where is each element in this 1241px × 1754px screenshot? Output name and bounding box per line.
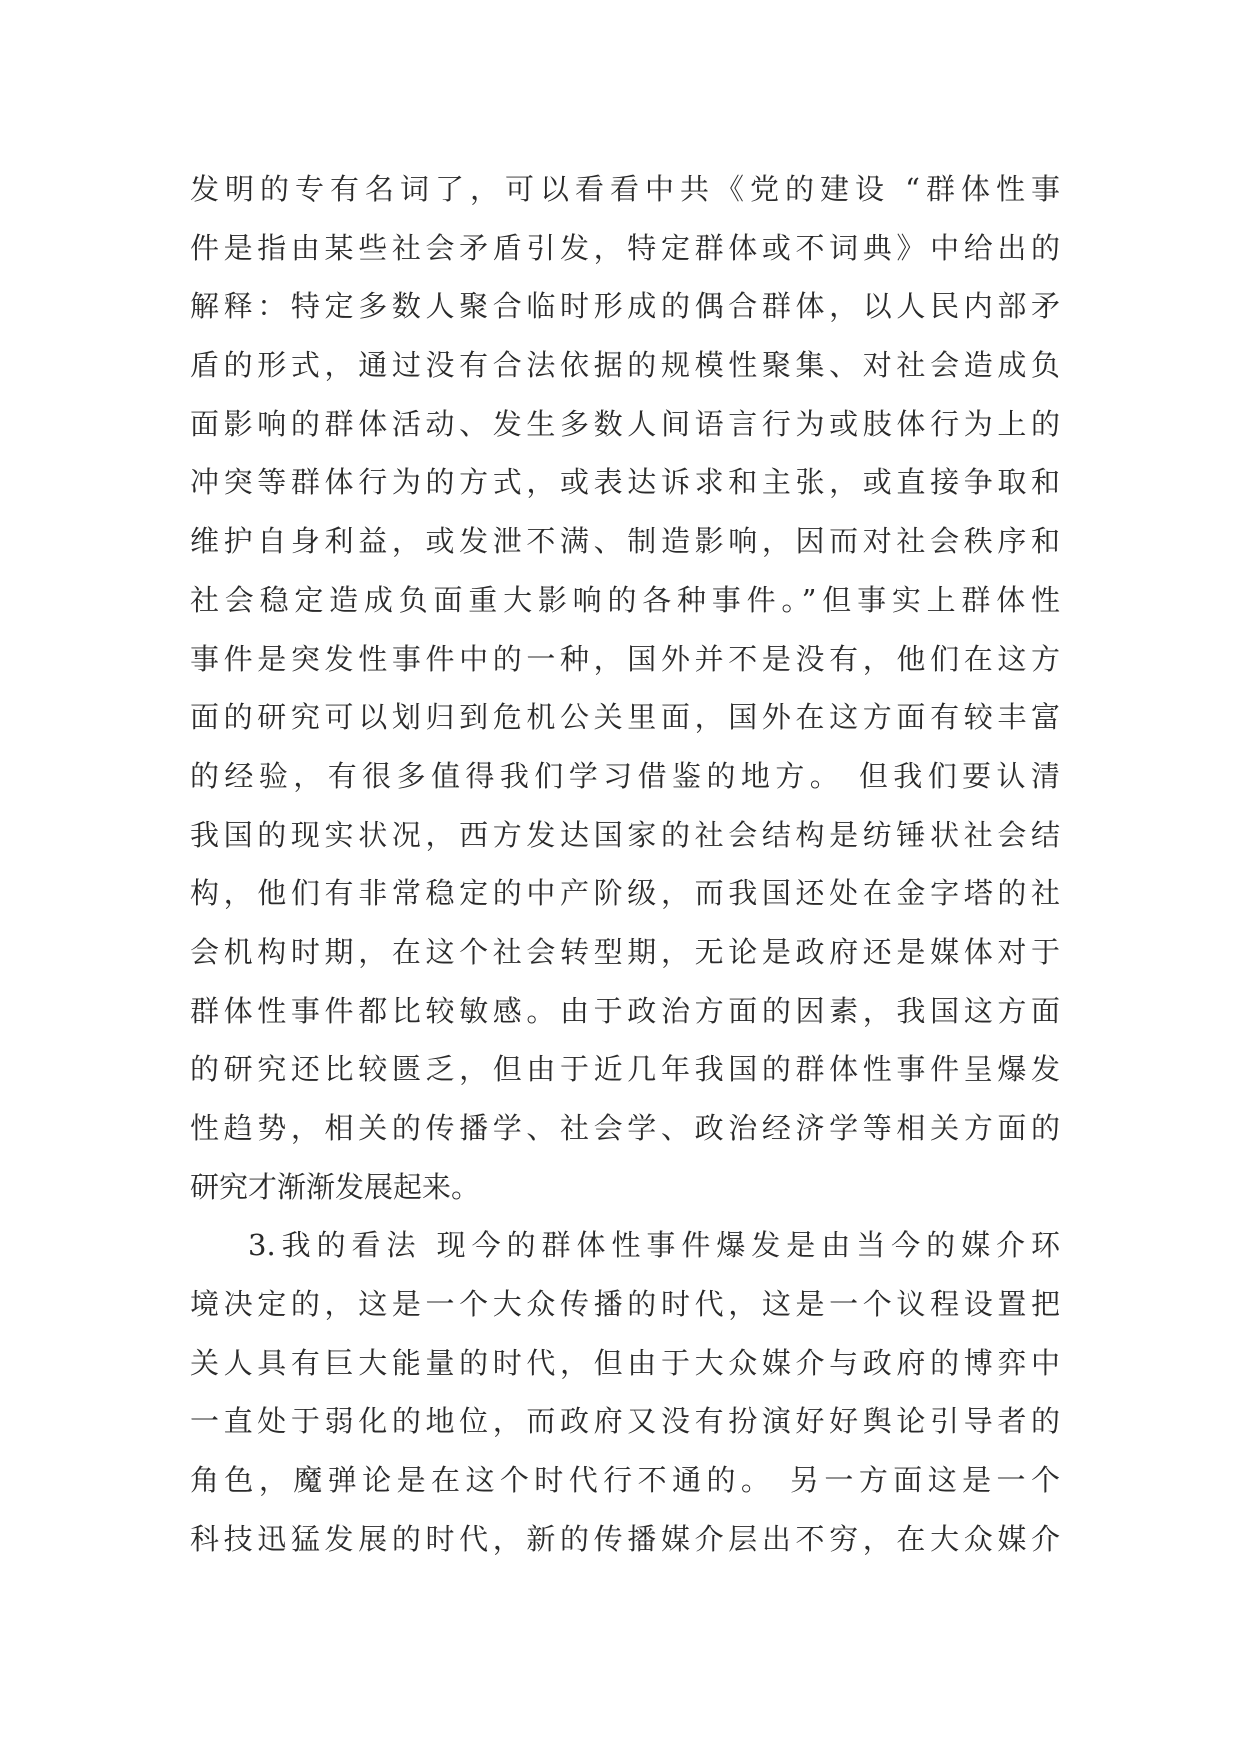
text-line: 会机构时期，在这个社会转型期，无论是政府还是媒体对于	[190, 934, 1060, 969]
text-line: 关人具有巨大能量的时代，但由于大众媒介与政府的博弈中	[190, 1345, 1060, 1380]
text-line: 3.我的看法 现今的群体性事件爆发是由当今的媒介环	[248, 1228, 1060, 1263]
text-line: 事件是突发性事件中的一种，国外并不是没有，他们在这方	[190, 641, 1060, 676]
text-line: 社会稳定造成负面重大影响的各种事件。”但事实上群体性	[190, 582, 1060, 617]
text-line: 面的研究可以划归到危机公关里面，国外在这方面有较丰富	[190, 700, 1060, 735]
text-line: 面影响的群体活动、发生多数人间语言行为或肢体行为上的	[190, 406, 1060, 441]
paragraph-1	[190, 160, 1060, 1216]
paragraph-2	[190, 1216, 1060, 1568]
text-line: 科技迅猛发展的时代，新的传播媒介层出不穷，在大众媒介	[190, 1521, 1060, 1556]
text-line: 冲突等群体行为的方式，或表达诉求和主张，或直接争取和	[190, 465, 1060, 500]
text-line: 件是指由某些社会矛盾引发，特定群体或不词典》中给出的	[190, 230, 1060, 265]
text-line: 构，他们有非常稳定的中产阶级，而我国还处在金字塔的社	[190, 876, 1060, 911]
text-line: 境决定的，这是一个大众传播的时代，这是一个议程设置把	[190, 1287, 1060, 1322]
text-line: 群体性事件都比较敏感。由于政治方面的因素，我国这方面	[190, 993, 1060, 1028]
body-text	[190, 160, 1060, 1569]
text-line: 我国的现实状况，西方发达国家的社会结构是纺锤状社会结	[190, 817, 1060, 852]
text-line: 的研究还比较匮乏，但由于近几年我国的群体性事件呈爆发	[190, 1052, 1060, 1087]
text-line: 维护自身利益，或发泄不满、制造影响，因而对社会秩序和	[190, 524, 1060, 559]
text-line: 一直处于弱化的地位，而政府又没有扮演好好舆论引导者的	[190, 1404, 1060, 1439]
text-line: 盾的形式，通过没有合法依据的规模性聚集、对社会造成负	[190, 348, 1060, 383]
text-line: 发明的专有名词了，可以看看中共《党的建设 “群体性事	[190, 172, 1060, 206]
text-line: 的经验，有很多值得我们学习借鉴的地方。 但我们要认清	[190, 758, 1060, 793]
text-line: 性趋势，相关的传播学、社会学、政治经济学等相关方面的	[190, 1111, 1060, 1145]
text-line: 解释：特定多数人聚合临时形成的偶合群体，以人民内部矛	[190, 289, 1060, 324]
text-line: 研究才渐渐发展起来。	[190, 1169, 481, 1204]
text-line: 角色，魔弹论是在这个时代行不通的。 另一方面这是一个	[190, 1463, 1060, 1498]
